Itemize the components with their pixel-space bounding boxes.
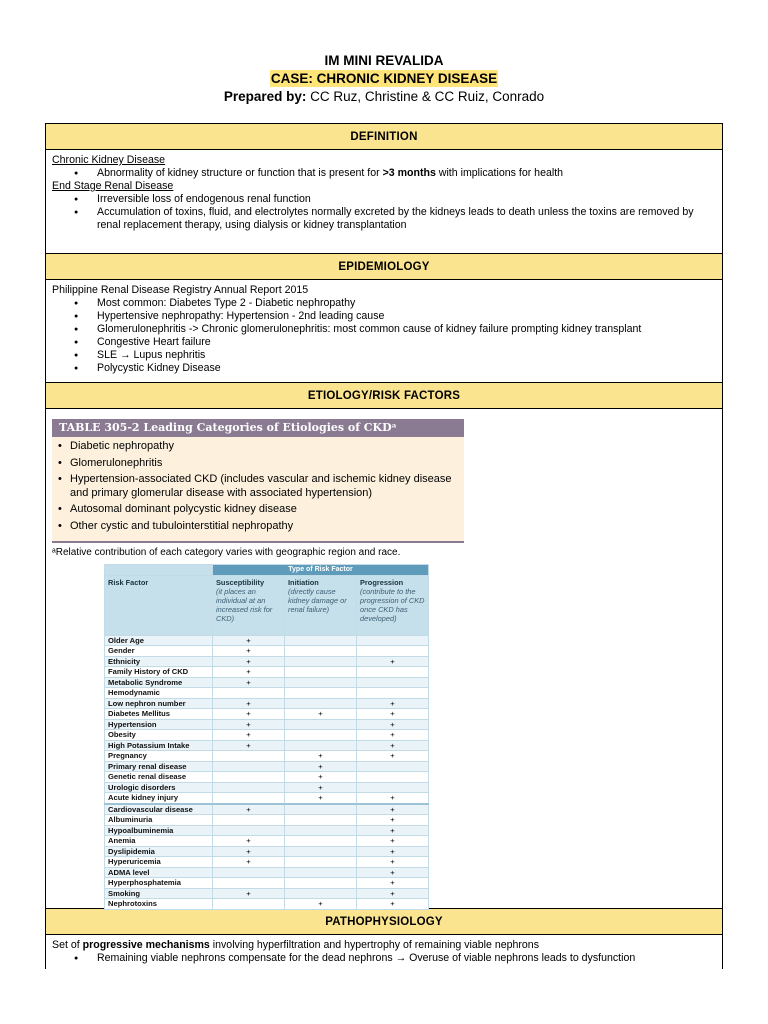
- risk-factor-name: Family History of CKD: [105, 667, 213, 678]
- risk-factor-name: High Potassium Intake: [105, 740, 213, 751]
- risk-factor-mark: [213, 899, 285, 910]
- ckd-bullet: ● Abnormality of kidney structure or function that is present for >3 months with implications for health: [52, 167, 716, 180]
- risk-factor-mark: +: [357, 719, 429, 730]
- epidemiology-item: ● Glomerulonephritis -> Chronic glomerulonephritis: most common cause of kidney failure prompting kidney transplant: [52, 323, 716, 336]
- risk-factor-mark: +: [285, 782, 357, 793]
- risk-factor-row: [105, 793, 429, 804]
- esrd-bullet: ● Accumulation of toxins, fluid, and electrolytes normally excreted by the kidneys leads to death unless the toxins are removed by renal replacement therapy, using dialysis or kidney transplantation: [52, 206, 716, 232]
- etiology-item: • Diabetic nephropathy: [58, 440, 458, 454]
- risk-factor-mark: [285, 646, 357, 657]
- risk-factor-name: Primary renal disease: [105, 761, 213, 772]
- etiology-table-note: ᵃRelative contribution of each category varies with geographic region and race.: [52, 547, 401, 558]
- risk-factor-mark: [213, 825, 285, 836]
- risk-factor-mark: [213, 772, 285, 783]
- risk-factor-mark: [357, 667, 429, 678]
- prepared-by-label: Prepared by:: [223, 89, 307, 104]
- risk-factor-mark: +: [213, 698, 285, 709]
- pathophysiology-heading: PATHOPHYSIOLOGY: [46, 909, 722, 935]
- risk-factor-mark: [285, 836, 357, 847]
- etiology-table-title: TABLE 305-2 Leading Categories of Etiologies of CKDᵃ: [52, 419, 464, 437]
- risk-factor-mark: [285, 740, 357, 751]
- risk-factor-row: [105, 867, 429, 878]
- risk-factor-mark: [285, 846, 357, 857]
- risk-factor-mark: +: [213, 646, 285, 657]
- risk-factor-mark: +: [357, 867, 429, 878]
- risk-factor-name: ADMA level: [105, 867, 213, 878]
- etiology-table: [52, 419, 464, 543]
- risk-factor-mark: +: [213, 719, 285, 730]
- risk-factor-mark: [285, 730, 357, 741]
- risk-factor-row: [105, 782, 429, 793]
- risk-factor-mark: [285, 698, 357, 709]
- risk-factor-row: [105, 846, 429, 857]
- risk-factor-row: [105, 740, 429, 751]
- risk-factor-mark: +: [357, 751, 429, 762]
- document-header: [0, 52, 768, 106]
- risk-factor-mark: +: [213, 857, 285, 868]
- epidemiology-item: ● SLE → Lupus nephritis: [52, 349, 716, 362]
- risk-factor-name: Albuminuria: [105, 815, 213, 826]
- epidemiology-item: ● Most common: Diabetes Type 2 - Diabetic nephropathy: [52, 297, 716, 310]
- risk-factor-mark: [213, 815, 285, 826]
- risk-factor-mark: [285, 815, 357, 826]
- pathophysiology-intro: Set of progressive mechanisms involving hyperfiltration and hypertrophy of remaining viable nephrons: [52, 939, 539, 951]
- etiology-item: • Hypertension-associated CKD (includes vascular and ischemic kidney disease and primary glomerular disease with associated hypertension): [58, 473, 458, 500]
- risk-factor-name: Older Age: [105, 635, 213, 646]
- risk-factor-mark: +: [357, 740, 429, 751]
- risk-factor-mark: [357, 761, 429, 772]
- risk-factor-row: [105, 688, 429, 699]
- risk-factor-mark: [357, 688, 429, 699]
- risk-factor-name: Nephrotoxins: [105, 899, 213, 910]
- risk-factor-name: Gender: [105, 646, 213, 657]
- etiology-item: • Other cystic and tubulointerstitial nephropathy: [58, 520, 458, 534]
- risk-factor-name: Dyslipidemia: [105, 846, 213, 857]
- esrd-title: End Stage Renal Disease: [52, 180, 174, 192]
- risk-factor-row: [105, 698, 429, 709]
- risk-factor-mark: +: [285, 899, 357, 910]
- risk-factor-mark: +: [285, 709, 357, 720]
- epidemiology-item: ● Congestive Heart failure: [52, 336, 716, 349]
- risk-factor-mark: +: [213, 635, 285, 646]
- risk-factor-row: [105, 888, 429, 899]
- risk-factor-row: [105, 719, 429, 730]
- epidemiology-source: Philippine Renal Disease Registry Annual Report 2015: [52, 284, 309, 296]
- risk-factor-mark: +: [213, 730, 285, 741]
- risk-factor-row: [105, 667, 429, 678]
- pathophysiology-bullet: ● Remaining viable nephrons compensate for the dead nephrons → Overuse of viable nephrons leads to dysfunction: [52, 952, 716, 965]
- risk-factor-row: [105, 804, 429, 815]
- risk-factor-row: [105, 899, 429, 910]
- esrd-bullet: ● Irreversible loss of endogenous renal function: [52, 193, 716, 206]
- risk-factor-mark: +: [285, 761, 357, 772]
- etiology-heading: ETIOLOGY/RISK FACTORS: [46, 383, 722, 409]
- risk-factor-mark: +: [213, 846, 285, 857]
- risk-factor-mark: [285, 667, 357, 678]
- epidemiology-body: [46, 280, 722, 383]
- risk-factor-name: Acute kidney injury: [105, 793, 213, 804]
- risk-factor-mark: [213, 782, 285, 793]
- risk-factor-name: Hyperphosphatemia: [105, 878, 213, 889]
- risk-factor-row: [105, 836, 429, 847]
- risk-factor-mark: [357, 677, 429, 688]
- risk-factor-mark: [285, 804, 357, 815]
- risk-factor-name: Low nephron number: [105, 698, 213, 709]
- risk-factor-mark: [213, 761, 285, 772]
- risk-factor-mark: [213, 878, 285, 889]
- risk-factor-mark: [213, 793, 285, 804]
- risk-factor-mark: [213, 751, 285, 762]
- risk-factor-row: [105, 761, 429, 772]
- definition-heading: DEFINITION: [46, 124, 722, 150]
- risk-factor-mark: +: [285, 793, 357, 804]
- etiology-item: • Glomerulonephritis: [58, 457, 458, 471]
- risk-factor-row: [105, 646, 429, 657]
- prepared-by-names: CC Ruz, Christine & CC Ruiz, Conrado: [306, 89, 545, 104]
- risk-factor-mark: +: [213, 740, 285, 751]
- risk-factor-mark: +: [213, 677, 285, 688]
- risk-factor-mark: [285, 857, 357, 868]
- etiology-body: [46, 409, 722, 909]
- risk-factor-mark: [213, 688, 285, 699]
- case-title: CASE: CHRONIC KIDNEY DISEASE: [270, 71, 498, 86]
- risk-factor-name: Metabolic Syndrome: [105, 677, 213, 688]
- risk-factor-table: [104, 564, 428, 910]
- risk-factor-mark: +: [357, 857, 429, 868]
- epidemiology-heading: EPIDEMIOLOGY: [46, 254, 722, 280]
- risk-factor-mark: [357, 782, 429, 793]
- etiology-item: • Autosomal dominant polycystic kidney disease: [58, 503, 458, 517]
- risk-factor-column: Risk Factor: [105, 575, 213, 635]
- risk-factor-mark: [357, 772, 429, 783]
- risk-factor-mark: +: [357, 899, 429, 910]
- risk-factor-mark: +: [357, 825, 429, 836]
- risk-factor-name: Genetic renal disease: [105, 772, 213, 783]
- risk-factor-name: Anemia: [105, 836, 213, 847]
- risk-factor-name: Smoking: [105, 888, 213, 899]
- risk-type-header: Type of Risk Factor: [213, 565, 429, 576]
- risk-factor-name: Obesity: [105, 730, 213, 741]
- risk-factor-mark: +: [213, 656, 285, 667]
- risk-factor-row: [105, 677, 429, 688]
- risk-factor-mark: +: [213, 709, 285, 720]
- risk-factor-name: Diabetes Mellitus: [105, 709, 213, 720]
- risk-factor-name: Hypertension: [105, 719, 213, 730]
- risk-factor-mark: [285, 677, 357, 688]
- risk-factor-row: [105, 772, 429, 783]
- risk-factor-row: [105, 878, 429, 889]
- risk-factor-mark: +: [357, 793, 429, 804]
- risk-factor-row: [105, 815, 429, 826]
- risk-factor-mark: [357, 635, 429, 646]
- risk-factor-mark: +: [357, 815, 429, 826]
- risk-factor-row: [105, 825, 429, 836]
- risk-factor-name: Cardiovascular disease: [105, 804, 213, 815]
- document-title: IM MINI REVALIDA: [324, 53, 444, 68]
- risk-factor-name: Hypoalbuminemia: [105, 825, 213, 836]
- risk-factor-mark: +: [357, 836, 429, 847]
- progression-column: Progression (contribute to the progression of CKD once CKD has developed): [357, 575, 429, 635]
- risk-factor-mark: [285, 888, 357, 899]
- risk-factor-name: Hyperuricemia: [105, 857, 213, 868]
- risk-factor-mark: [285, 867, 357, 878]
- susceptibility-column: Susceptibility (it places an individual at an increased risk for CKD): [213, 575, 285, 635]
- risk-factor-mark: +: [213, 667, 285, 678]
- risk-factor-row: [105, 656, 429, 667]
- initiation-column: Initiation (directly cause kidney damage or renal failure): [285, 575, 357, 635]
- risk-factor-mark: +: [357, 888, 429, 899]
- risk-factor-name: Pregnancy: [105, 751, 213, 762]
- risk-factor-mark: +: [357, 730, 429, 741]
- risk-factor-mark: +: [357, 878, 429, 889]
- pathophysiology-body: [46, 935, 722, 969]
- risk-factor-mark: [357, 646, 429, 657]
- notes-table: [45, 123, 723, 969]
- risk-factor-mark: +: [357, 846, 429, 857]
- risk-factor-mark: +: [213, 888, 285, 899]
- risk-factor-mark: +: [357, 804, 429, 815]
- risk-factor-row: [105, 709, 429, 720]
- risk-factor-mark: +: [213, 804, 285, 815]
- risk-factor-mark: +: [357, 656, 429, 667]
- risk-factor-row: [105, 730, 429, 741]
- risk-factor-mark: [285, 878, 357, 889]
- risk-factor-mark: [285, 825, 357, 836]
- risk-factor-name: Hemodynamic: [105, 688, 213, 699]
- risk-factor-mark: +: [285, 751, 357, 762]
- risk-factor-name: Ethnicity: [105, 656, 213, 667]
- risk-factor-mark: +: [213, 836, 285, 847]
- risk-factor-row: [105, 635, 429, 646]
- risk-factor-mark: +: [357, 698, 429, 709]
- risk-factor-mark: [285, 719, 357, 730]
- epidemiology-item: ● Hypertensive nephropathy: Hypertension - 2nd leading cause: [52, 310, 716, 323]
- risk-factor-mark: [285, 656, 357, 667]
- risk-factor-name: Urologic disorders: [105, 782, 213, 793]
- risk-factor-mark: [213, 867, 285, 878]
- risk-factor-mark: +: [357, 709, 429, 720]
- risk-factor-mark: [285, 635, 357, 646]
- ckd-title: Chronic Kidney Disease: [52, 154, 166, 166]
- risk-factor-mark: +: [285, 772, 357, 783]
- risk-factor-mark: [285, 688, 357, 699]
- definition-body: [46, 150, 722, 254]
- prepared-by: [0, 87, 768, 106]
- epidemiology-item: ● Polycystic Kidney Disease: [52, 362, 716, 375]
- risk-factor-row: [105, 857, 429, 868]
- risk-factor-row: [105, 751, 429, 762]
